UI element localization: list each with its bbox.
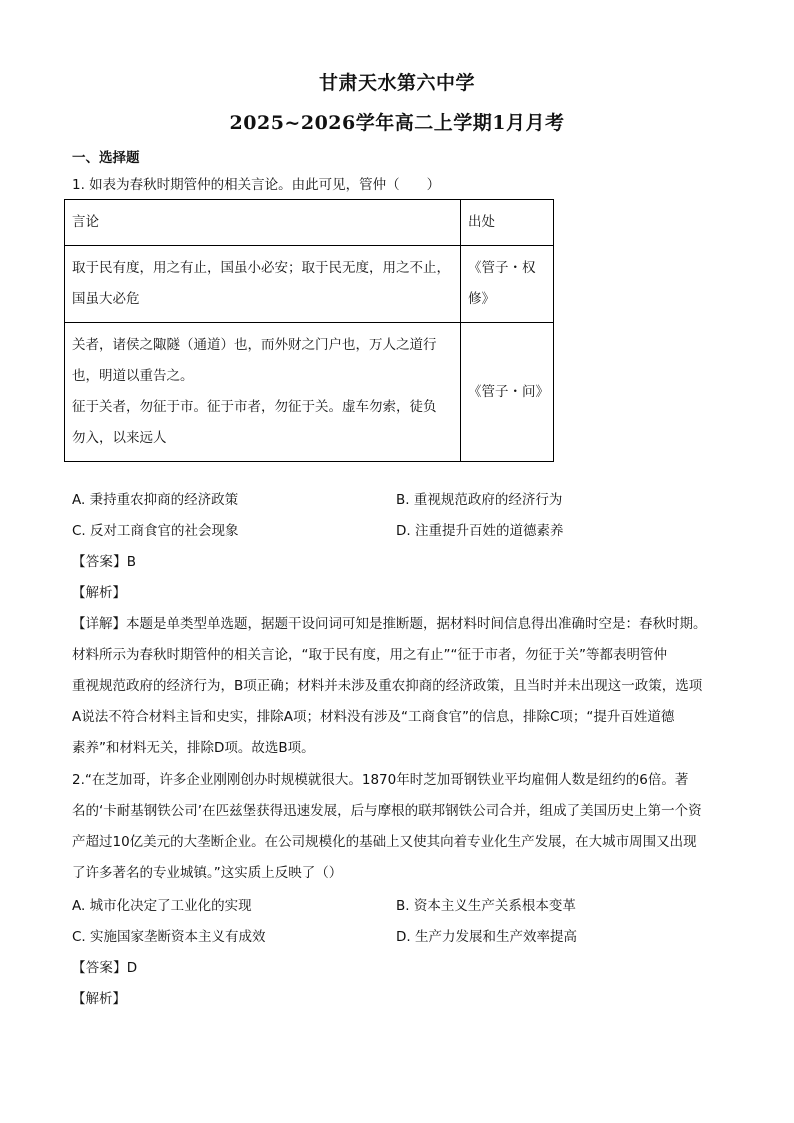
table-row <box>65 246 554 323</box>
q2-analysis-label: 【解析】 <box>72 991 126 1007</box>
q2-option-b: B. 资本主义生产关系根本变革 <box>396 898 576 914</box>
q1-analysis-label: 【解析】 <box>72 585 126 601</box>
exam-title: 2025~2026学年高二上学期1月月考 <box>229 112 565 134</box>
table-cell-quote <box>65 323 461 462</box>
table-header-source: 出处 <box>461 200 554 246</box>
quote-line: 勿入，以来远人 <box>72 430 167 446</box>
q2-option-d: D. 生产力发展和生产效率提高 <box>396 929 577 945</box>
stem-line: 了许多著名的专业城镇。”这实质上反映了（） <box>72 865 343 881</box>
q1-answer: 【答案】B <box>72 554 137 570</box>
quote-line: 征于关者，勿征于市。征于市者，勿征于关。虚车勿索，徒负 <box>72 399 437 415</box>
source-line: 《管子・权 <box>468 260 536 276</box>
quote-line: 也，明道以重告之。 <box>72 368 194 384</box>
table-cell-source <box>461 246 554 323</box>
table-header-quote: 言论 <box>65 200 461 246</box>
quote-line: 取于民有度，用之有止，国虽小必安；取于民无度，用之不止， <box>72 260 450 276</box>
stem-line: 产超过10亿美元的大垄断企业。在公司规模化的基础上又使其向着专业化生产发展，在大城市周围又出现 <box>72 834 697 850</box>
detail-line: 素养”和材料无关，排除D项。故选B项。 <box>72 740 315 756</box>
source-line: 修》 <box>468 291 495 307</box>
table-header-row <box>65 200 554 246</box>
table-cell-quote <box>65 246 461 323</box>
source-line: 《管子・问》 <box>468 383 549 400</box>
q1-quote-table <box>64 199 554 462</box>
q1-detail-paragraph <box>72 609 732 764</box>
q2-option-a: A. 城市化决定了工业化的实现 <box>72 898 252 914</box>
quote-line: 国虽大必危 <box>72 291 140 307</box>
q2-answer: 【答案】D <box>72 960 138 976</box>
q1-option-b: B. 重视规范政府的经济行为 <box>396 492 563 508</box>
detail-line: 材料所示为春秋时期管仲的相关言论，“取于民有度，用之有止”“征于市者，勿征于关”等都表明管仲 <box>72 647 667 663</box>
detail-line: 【详解】本题是单类型单选题，据题干设问词可知是推断题，据材料时间信息得出准确时空是：春秋时期。 <box>72 616 707 632</box>
stem-line: 名的‘卡耐基钢铁公司’在匹兹堡获得迅速发展，后与摩根的联邦钢铁公司合并，组成了美国历史上第一个资 <box>72 803 702 819</box>
detail-line: 重视规范政府的经济行为，B项正确；材料并未涉及重农抑商的经济政策，且当时并未出现这一政策，选项 <box>72 678 703 694</box>
school-title: 甘肃天水第六中学 <box>318 72 475 94</box>
stem-line: 2.“在芝加哥，许多企业刚刚创办时规模就很大。1870年时芝加哥钢铁业平均雇佣人数是纽约的6倍。著 <box>72 772 689 788</box>
q1-stem: 1. 如表为春秋时期管仲的相关言论。由此可见，管仲（ ） <box>72 177 441 193</box>
q2-stem-paragraph <box>72 765 732 889</box>
table-cell-source <box>461 323 554 462</box>
q1-option-a: A. 秉持重农抑商的经济政策 <box>72 492 239 508</box>
section-title: 一、选择题 <box>72 150 140 166</box>
quote-line: 关者，诸侯之陬隧（通道）也，而外财之门户也，万人之道行 <box>72 337 437 353</box>
table-row <box>65 323 554 462</box>
q1-option-c: C. 反对工商食官的社会现象 <box>72 523 239 539</box>
detail-line: A说法不符合材料主旨和史实，排除A项；材料没有涉及“工商食官”的信息，排除C项；“提升百姓道德 <box>72 709 675 725</box>
q2-option-c: C. 实施国家垄断资本主义有成效 <box>72 929 266 945</box>
q1-option-d: D. 注重提升百姓的道德素养 <box>396 523 564 539</box>
